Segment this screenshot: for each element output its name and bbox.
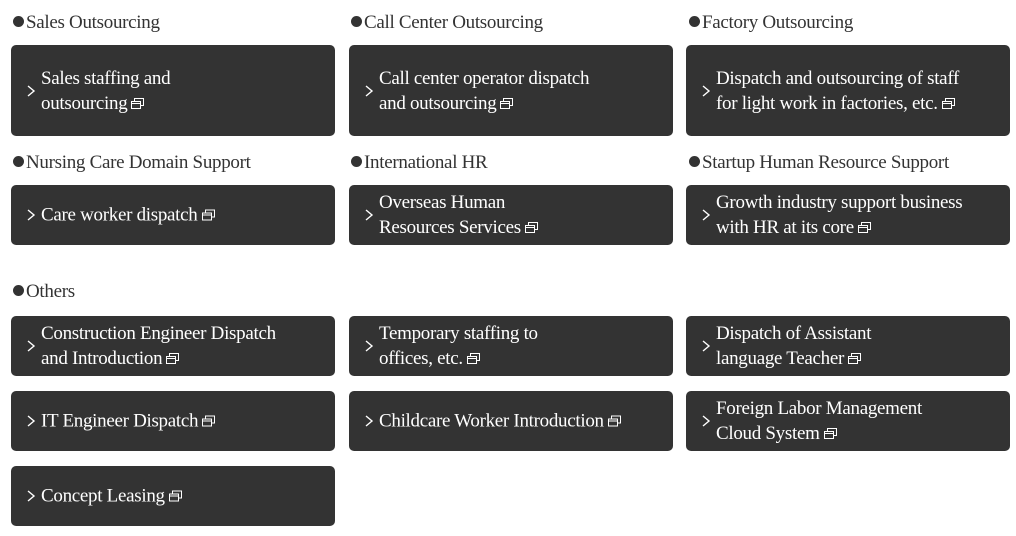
card-label bbox=[379, 321, 667, 371]
external-window-icon bbox=[525, 222, 538, 233]
card-growth-industry-support[interactable] bbox=[686, 185, 1010, 245]
bullet-dot-icon bbox=[13, 156, 24, 167]
section-heading-label: Nursing Care Domain Support bbox=[26, 152, 251, 173]
card-childcare-worker-introduction[interactable] bbox=[349, 391, 673, 451]
section-heading-label: Sales Outsourcing bbox=[26, 12, 160, 33]
card-concept-leasing[interactable] bbox=[11, 466, 335, 526]
card-overseas-hr-services[interactable] bbox=[349, 185, 673, 245]
card-label bbox=[41, 203, 329, 228]
external-window-icon bbox=[166, 353, 179, 364]
bullet-dot-icon bbox=[13, 285, 24, 296]
card-label-line1: Dispatch of Assistant bbox=[716, 323, 872, 344]
external-window-icon bbox=[202, 416, 215, 427]
bullet-dot-icon bbox=[689, 16, 700, 27]
card-label-line2: for light work in factories, etc. bbox=[716, 92, 938, 114]
card-label bbox=[41, 66, 329, 116]
chevron-right-icon bbox=[25, 490, 37, 502]
external-window-icon bbox=[824, 428, 837, 439]
external-window-icon bbox=[169, 491, 182, 502]
card-label-line1: Temporary staffing to bbox=[379, 323, 538, 344]
chevron-right-icon bbox=[700, 209, 712, 221]
external-window-icon bbox=[131, 98, 144, 109]
chevron-right-icon bbox=[25, 85, 37, 97]
card-label bbox=[379, 409, 667, 434]
card-sales-staffing[interactable] bbox=[11, 45, 335, 136]
chevron-right-icon bbox=[700, 340, 712, 352]
card-label bbox=[41, 409, 329, 434]
card-label-line1: Concept Leasing bbox=[41, 485, 165, 507]
card-label-line1: Growth industry support business bbox=[716, 192, 963, 213]
section-heading-label: Others bbox=[26, 281, 75, 302]
chevron-right-icon bbox=[700, 415, 712, 427]
section-heading-international-hr bbox=[351, 152, 487, 174]
external-window-icon bbox=[848, 353, 861, 364]
card-label-line2: language Teacher bbox=[716, 348, 845, 369]
section-heading-label: Call Center Outsourcing bbox=[364, 12, 543, 33]
card-label-line2: outsourcing bbox=[41, 92, 128, 114]
external-window-icon bbox=[942, 98, 955, 109]
chevron-right-icon bbox=[363, 85, 375, 97]
section-heading-startup-hr bbox=[689, 152, 949, 174]
card-label-line1: Childcare Worker Introduction bbox=[379, 410, 604, 432]
card-label-line1: Overseas Human bbox=[379, 192, 506, 213]
card-temporary-staffing[interactable] bbox=[349, 316, 673, 376]
chevron-right-icon bbox=[25, 340, 37, 352]
card-factory-dispatch[interactable] bbox=[686, 45, 1010, 136]
chevron-right-icon bbox=[363, 340, 375, 352]
section-heading-nursing-care bbox=[13, 152, 251, 174]
card-label-line2: and outsourcing bbox=[379, 92, 497, 114]
section-heading-others bbox=[13, 281, 75, 303]
chevron-right-icon bbox=[363, 209, 375, 221]
bullet-dot-icon bbox=[351, 16, 362, 27]
card-label-line1: Dispatch and outsourcing of staff bbox=[716, 67, 960, 89]
card-foreign-labor-cloud[interactable] bbox=[686, 391, 1010, 451]
card-care-worker-dispatch[interactable] bbox=[11, 185, 335, 245]
card-label-line1: Sales staffing and bbox=[41, 67, 171, 89]
bullet-dot-icon bbox=[689, 156, 700, 167]
external-window-icon bbox=[608, 416, 621, 427]
section-heading-label: Factory Outsourcing bbox=[702, 12, 854, 33]
card-label bbox=[41, 321, 329, 371]
card-assistant-language-teacher[interactable] bbox=[686, 316, 1010, 376]
card-it-engineer-dispatch[interactable] bbox=[11, 391, 335, 451]
section-heading-sales-outsourcing bbox=[13, 12, 160, 34]
card-label bbox=[41, 484, 329, 509]
section-heading-label: International HR bbox=[364, 152, 488, 173]
card-construction-engineer-dispatch[interactable] bbox=[11, 316, 335, 376]
card-label bbox=[716, 66, 1004, 116]
card-label-line1: Care worker dispatch bbox=[41, 204, 198, 226]
chevron-right-icon bbox=[700, 85, 712, 97]
card-label-line1: Call center operator dispatch bbox=[379, 67, 590, 89]
section-heading-call-center-outsourcing bbox=[351, 12, 543, 34]
external-window-icon bbox=[500, 98, 513, 109]
card-label-line1: Foreign Labor Management bbox=[716, 398, 922, 419]
chevron-right-icon bbox=[363, 415, 375, 427]
card-label-line2: and Introduction bbox=[41, 348, 163, 369]
card-call-center-dispatch[interactable] bbox=[349, 45, 673, 136]
card-label bbox=[379, 66, 667, 116]
external-window-icon bbox=[858, 222, 871, 233]
section-heading-label: Startup Human Resource Support bbox=[702, 152, 949, 173]
card-label-line1: Construction Engineer Dispatch bbox=[41, 323, 276, 344]
bullet-dot-icon bbox=[13, 16, 24, 27]
external-window-icon bbox=[467, 353, 480, 364]
card-label bbox=[379, 190, 667, 240]
chevron-right-icon bbox=[25, 415, 37, 427]
card-label bbox=[716, 190, 1004, 240]
card-label bbox=[716, 396, 1004, 446]
chevron-right-icon bbox=[25, 209, 37, 221]
card-label-line2: with HR at its core bbox=[716, 217, 854, 238]
external-window-icon bbox=[202, 210, 215, 221]
section-heading-factory-outsourcing bbox=[689, 12, 853, 34]
card-label-line2: Cloud System bbox=[716, 423, 820, 444]
card-label bbox=[716, 321, 1004, 371]
bullet-dot-icon bbox=[351, 156, 362, 167]
card-label-line1: IT Engineer Dispatch bbox=[41, 410, 199, 432]
card-label-line2: Resources Services bbox=[379, 217, 521, 238]
card-label-line2: offices, etc. bbox=[379, 348, 463, 369]
